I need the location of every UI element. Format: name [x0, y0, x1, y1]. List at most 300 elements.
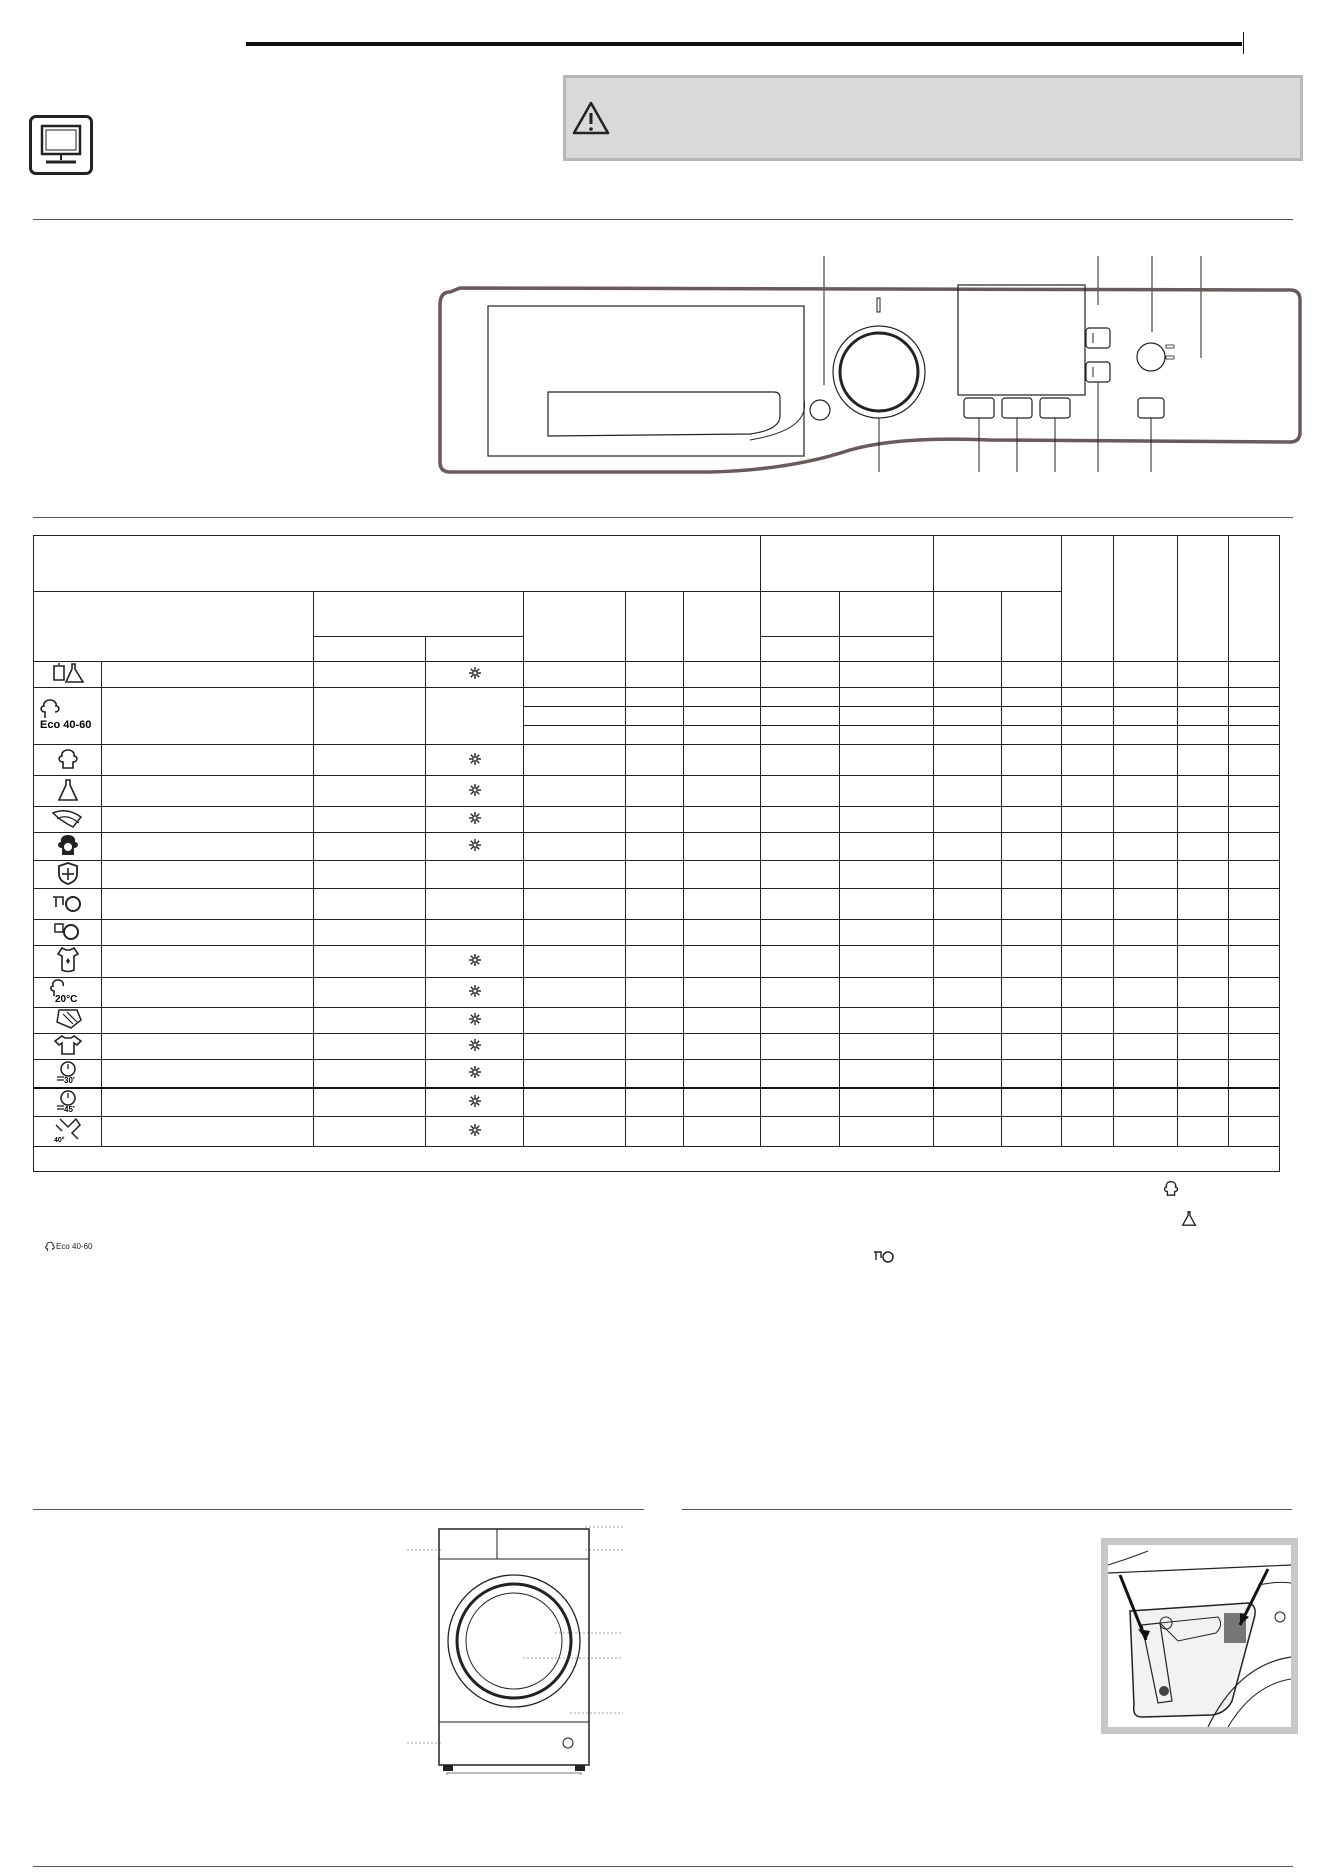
quick-45-icon [34, 1089, 101, 1116]
table-row [34, 1117, 1280, 1147]
monitor-icon [32, 118, 90, 172]
programme-icon-cell [34, 745, 102, 776]
table-cell [1229, 1117, 1280, 1147]
programme-icon-cell [34, 1088, 102, 1117]
table-cell [840, 946, 934, 978]
svg-text:Eco 40-60: Eco 40-60 [39, 718, 91, 731]
table-cell [1114, 807, 1178, 833]
table-cell [761, 946, 840, 978]
eco-40-60-icon [34, 698, 101, 735]
table-cell [1002, 1060, 1062, 1089]
table-cell [1114, 688, 1178, 707]
table-cell [524, 807, 626, 833]
table-header-cell [761, 637, 840, 662]
table-cell [1229, 946, 1280, 978]
table-row [34, 978, 1280, 1008]
drawer-photo-frame [1101, 1538, 1298, 1734]
warning-triangle-icon [571, 100, 611, 136]
table-header-cell [524, 592, 626, 662]
table-cell [426, 662, 524, 688]
table-header-cell [840, 592, 934, 637]
table-cell [426, 861, 524, 889]
table-cell [102, 978, 314, 1008]
table-cell [840, 833, 934, 861]
warning-box [563, 75, 1303, 161]
table-cell [684, 776, 761, 807]
table-cell [1178, 1008, 1229, 1034]
table-cell [1062, 889, 1114, 920]
table-cell [314, 946, 426, 978]
table-cell [1062, 833, 1114, 861]
table-cell [426, 833, 524, 861]
table-cell [314, 807, 426, 833]
snowflake-icon [468, 990, 482, 1001]
table-cell [761, 745, 840, 776]
table-cell [684, 807, 761, 833]
footer-rule [33, 1866, 1293, 1867]
table-cell [761, 707, 840, 726]
table-cell [934, 707, 1002, 726]
table-cell [684, 978, 761, 1008]
table-cell [761, 1008, 840, 1034]
header-rule [246, 42, 1242, 46]
snowflake-icon [468, 1071, 482, 1082]
table-cell [314, 978, 426, 1008]
table-cell [102, 861, 314, 889]
table-cell [1114, 726, 1178, 745]
legend-rinse-icon [873, 1248, 895, 1264]
table-cell [1114, 889, 1178, 920]
table-cell [1178, 946, 1229, 978]
table-cell [426, 688, 524, 745]
table-cell [761, 688, 840, 707]
table-cell [426, 745, 524, 776]
table-cell [1229, 920, 1280, 946]
table-cell [840, 776, 934, 807]
table-cell [314, 1034, 426, 1060]
table-cell [1002, 707, 1062, 726]
table-cell [934, 1008, 1002, 1034]
snowflake-icon [468, 672, 482, 683]
table-header-cell [1114, 536, 1178, 662]
table-cell [524, 707, 626, 726]
table-cell [524, 662, 626, 688]
wool-40-icon [34, 1117, 101, 1146]
table-cell [102, 946, 314, 978]
table-cell [426, 776, 524, 807]
table-cell [761, 861, 840, 889]
snowflake-icon [468, 959, 482, 970]
table-cell [524, 920, 626, 946]
table-cell [761, 1060, 840, 1089]
table-cell [761, 1117, 840, 1147]
svg-text:30': 30' [63, 1076, 75, 1084]
programme-icon-cell [34, 1008, 102, 1034]
table-cell [840, 861, 934, 889]
table-cell [1002, 833, 1062, 861]
legend-eco-label: Eco 40-60 [56, 1242, 93, 1252]
table-cell [102, 662, 314, 688]
table-cell [1229, 745, 1280, 776]
table-cell [1178, 662, 1229, 688]
snowflake-icon [468, 1018, 482, 1029]
table-cell [626, 807, 684, 833]
table-cell [314, 688, 426, 745]
table-cell [1114, 861, 1178, 889]
table-cell [761, 1088, 840, 1117]
table-cell [840, 688, 934, 707]
table-row [34, 920, 1280, 946]
table-cell [934, 662, 1002, 688]
table-cell [1114, 946, 1178, 978]
table-cell [1002, 889, 1062, 920]
table-cell [840, 978, 934, 1008]
legend-cotton-icon [1162, 1179, 1180, 1197]
table-cell [1002, 1088, 1062, 1117]
table-cell [314, 745, 426, 776]
table-header-cell [426, 637, 524, 662]
control-panel-diagram [430, 250, 1310, 490]
table-cell [840, 889, 934, 920]
table-cell [934, 1060, 1002, 1089]
table-cell [314, 1060, 426, 1089]
table-cell [1002, 946, 1062, 978]
table-cell [1229, 776, 1280, 807]
eco-40-60-icon [44, 1241, 56, 1253]
snowflake-icon [468, 844, 482, 855]
table-cell [1002, 978, 1062, 1008]
table-header-cell [1178, 536, 1229, 662]
table-cell [626, 1008, 684, 1034]
programme-table [33, 535, 1280, 1172]
table-cell [840, 662, 934, 688]
table-cell [761, 833, 840, 861]
table-cell [1178, 978, 1229, 1008]
table-cell [426, 920, 524, 946]
table-cell [626, 1088, 684, 1117]
table-cell [1229, 978, 1280, 1008]
table-row [34, 807, 1280, 833]
table-cell [934, 726, 1002, 745]
table-cell [1229, 833, 1280, 861]
legend-synthetics-icon [1180, 1209, 1198, 1227]
table-cell [684, 726, 761, 745]
table-cell [524, 1088, 626, 1117]
programme-icon-cell [34, 688, 102, 745]
detergent-drawer-photo [1108, 1545, 1291, 1727]
table-cell [934, 776, 1002, 807]
table-cell [626, 920, 684, 946]
svg-text:20°C: 20°C [54, 994, 77, 1004]
table-cell [626, 688, 684, 707]
table-cell [761, 889, 840, 920]
table-cell [934, 1117, 1002, 1147]
table-cell [934, 807, 1002, 833]
table-cell [1062, 861, 1114, 889]
table-row [34, 776, 1280, 807]
table-cell [426, 946, 524, 978]
delicates-icon [34, 1008, 101, 1033]
table-cell [426, 1088, 524, 1117]
table-row [34, 1008, 1280, 1034]
programme-icon-cell [34, 807, 102, 833]
table-row [34, 889, 1280, 920]
table-cell [1114, 833, 1178, 861]
programme-icon-cell [34, 978, 102, 1008]
table-cell [314, 776, 426, 807]
rinse-spin-icon [34, 891, 101, 918]
programme-icon-cell [34, 889, 102, 920]
table-cell [626, 707, 684, 726]
table-cell [314, 833, 426, 861]
table-cell [1178, 1117, 1229, 1147]
table-cell [1178, 776, 1229, 807]
programme-icon-cell [34, 833, 102, 861]
table-footer-cell [34, 1147, 1280, 1172]
table-header-cell [761, 536, 934, 592]
table-cell [524, 776, 626, 807]
table-cell [840, 1060, 934, 1089]
table-cell [761, 726, 840, 745]
table-cell [524, 1117, 626, 1147]
washing-machine-front-diagram [405, 1515, 625, 1775]
table-cell [1062, 726, 1114, 745]
legend-eco [44, 1241, 92, 1253]
table-cell [1229, 707, 1280, 726]
snowflake-icon [468, 789, 482, 800]
snowflake-icon [468, 758, 482, 769]
table-cell [1114, 1088, 1178, 1117]
table-cell [840, 707, 934, 726]
table-header-cell [934, 592, 1002, 662]
table-cell [840, 920, 934, 946]
table-cell [1229, 861, 1280, 889]
spin-drain-icon [34, 920, 101, 945]
table-cell [1114, 707, 1178, 726]
table-cell [426, 1008, 524, 1034]
table-cell [524, 1034, 626, 1060]
table-cell [934, 889, 1002, 920]
programme-icon-cell [34, 1034, 102, 1060]
table-footer-row [34, 1147, 1280, 1172]
programme-icon-cell [34, 861, 102, 889]
table-cell [102, 889, 314, 920]
table-cell [1178, 833, 1229, 861]
table-cell [1229, 1088, 1280, 1117]
table-cell [840, 1117, 934, 1147]
table-cell [934, 946, 1002, 978]
table-header-row-1 [34, 536, 1280, 592]
table-cell [1062, 1060, 1114, 1089]
table-cell [684, 1034, 761, 1060]
table-row [34, 662, 1280, 688]
snowflake-icon [468, 1044, 482, 1055]
table-cell [626, 726, 684, 745]
table-header-cell [934, 536, 1062, 592]
table-cell [1229, 662, 1280, 688]
table-cell [1114, 776, 1178, 807]
table-cell [426, 1034, 524, 1060]
table-cell [840, 1034, 934, 1060]
table-cell [761, 776, 840, 807]
table-row [34, 861, 1280, 889]
table-cell [626, 1060, 684, 1089]
table-cell [1002, 726, 1062, 745]
programme-icon-cell [34, 920, 102, 946]
table-header-cell [1062, 536, 1114, 662]
table-cell [1114, 662, 1178, 688]
table-cell [1002, 662, 1062, 688]
table-cell [1229, 1060, 1280, 1089]
snowflake-icon [468, 1129, 482, 1140]
table-cell [840, 745, 934, 776]
table-cell [684, 707, 761, 726]
table-cell [626, 889, 684, 920]
table-cell [626, 776, 684, 807]
table-cell [1062, 688, 1114, 707]
section-rule-right [682, 1509, 1292, 1510]
table-cell [1002, 920, 1062, 946]
hygiene-icon [34, 861, 101, 888]
table-cell [761, 807, 840, 833]
section-rule-1 [33, 219, 1293, 220]
table-cell [684, 1117, 761, 1147]
table-cell [934, 833, 1002, 861]
table-cell [1114, 1008, 1178, 1034]
table-cell [626, 946, 684, 978]
table-row [34, 1060, 1280, 1089]
table-cell [524, 688, 626, 707]
table-cell [1178, 688, 1229, 707]
table-cell [102, 833, 314, 861]
table-cell [102, 807, 314, 833]
table-cell [840, 1088, 934, 1117]
table-cell [1229, 1008, 1280, 1034]
table-cell [524, 745, 626, 776]
table-cell [1229, 807, 1280, 833]
table-cell [1114, 920, 1178, 946]
table-cell [524, 726, 626, 745]
table-header-cell [626, 592, 684, 662]
table-cell [1178, 1034, 1229, 1060]
shirts-icon [34, 1034, 101, 1059]
table-cell [626, 861, 684, 889]
table-cell [426, 807, 524, 833]
table-cell [684, 920, 761, 946]
table-cell [1229, 688, 1280, 707]
mixed-colours-icon [34, 807, 101, 832]
table-cell [314, 1117, 426, 1147]
table-cell [1178, 726, 1229, 745]
table-cell [524, 1008, 626, 1034]
table-header-cell [34, 592, 314, 662]
table-cell [314, 662, 426, 688]
table-cell [1062, 920, 1114, 946]
table-cell [1062, 776, 1114, 807]
table-cell [1178, 745, 1229, 776]
table-cell [626, 662, 684, 688]
table-row [34, 745, 1280, 776]
table-cell [1062, 707, 1114, 726]
table-row [34, 946, 1280, 978]
table-cell [684, 833, 761, 861]
table-cell [1062, 1008, 1114, 1034]
table-cell [426, 978, 524, 1008]
header-rule-tick [1243, 32, 1244, 54]
table-cell [684, 688, 761, 707]
table-cell [934, 1088, 1002, 1117]
table-cell [524, 861, 626, 889]
table-header-cell [1002, 592, 1062, 662]
table-cell [761, 662, 840, 688]
cotton-icon [34, 748, 101, 773]
table-cell [314, 1008, 426, 1034]
table-cell [1229, 1034, 1280, 1060]
table-cell [1229, 889, 1280, 920]
table-cell [684, 745, 761, 776]
table-cell [1114, 745, 1178, 776]
programme-icon-cell [34, 1060, 102, 1089]
table-cell [840, 726, 934, 745]
table-cell [314, 861, 426, 889]
table-cell [314, 920, 426, 946]
table-cell [1002, 807, 1062, 833]
table-cell [524, 978, 626, 1008]
table-cell [761, 978, 840, 1008]
table-cell [1002, 1008, 1062, 1034]
table-header-cell [314, 592, 524, 637]
table-cell [102, 1034, 314, 1060]
table-header-cell [1229, 536, 1280, 662]
programme-icon-cell [34, 776, 102, 807]
table-cell [1114, 1117, 1178, 1147]
table-cell [1178, 861, 1229, 889]
baby-icon [34, 946, 101, 977]
table-cell [1062, 978, 1114, 1008]
section-rule-2 [33, 517, 1293, 518]
table-row [34, 1088, 1280, 1117]
snowflake-icon [468, 817, 482, 828]
table-cell [1062, 745, 1114, 776]
table-row [34, 833, 1280, 861]
table-cell [1229, 726, 1280, 745]
table-cell [1002, 1034, 1062, 1060]
table-row [34, 688, 1280, 707]
table-cell [1002, 688, 1062, 707]
table-cell [684, 946, 761, 978]
table-header-cell [840, 637, 934, 662]
table-cell [626, 978, 684, 1008]
table-header-cell [34, 536, 761, 592]
table-cell [761, 920, 840, 946]
table-cell [761, 1034, 840, 1060]
table-cell [426, 1117, 524, 1147]
table-cell [1002, 861, 1062, 889]
table-cell [314, 1088, 426, 1117]
table-cell [934, 861, 1002, 889]
table-cell [1002, 745, 1062, 776]
table-cell [684, 1088, 761, 1117]
snowflake-icon [468, 1100, 482, 1111]
table-cell [1178, 920, 1229, 946]
table-cell [684, 1060, 761, 1089]
table-cell [684, 662, 761, 688]
table-cell [1114, 1060, 1178, 1089]
table-cell [1062, 662, 1114, 688]
table-cell [1114, 978, 1178, 1008]
table-cell [314, 889, 426, 920]
table-cell [102, 745, 314, 776]
